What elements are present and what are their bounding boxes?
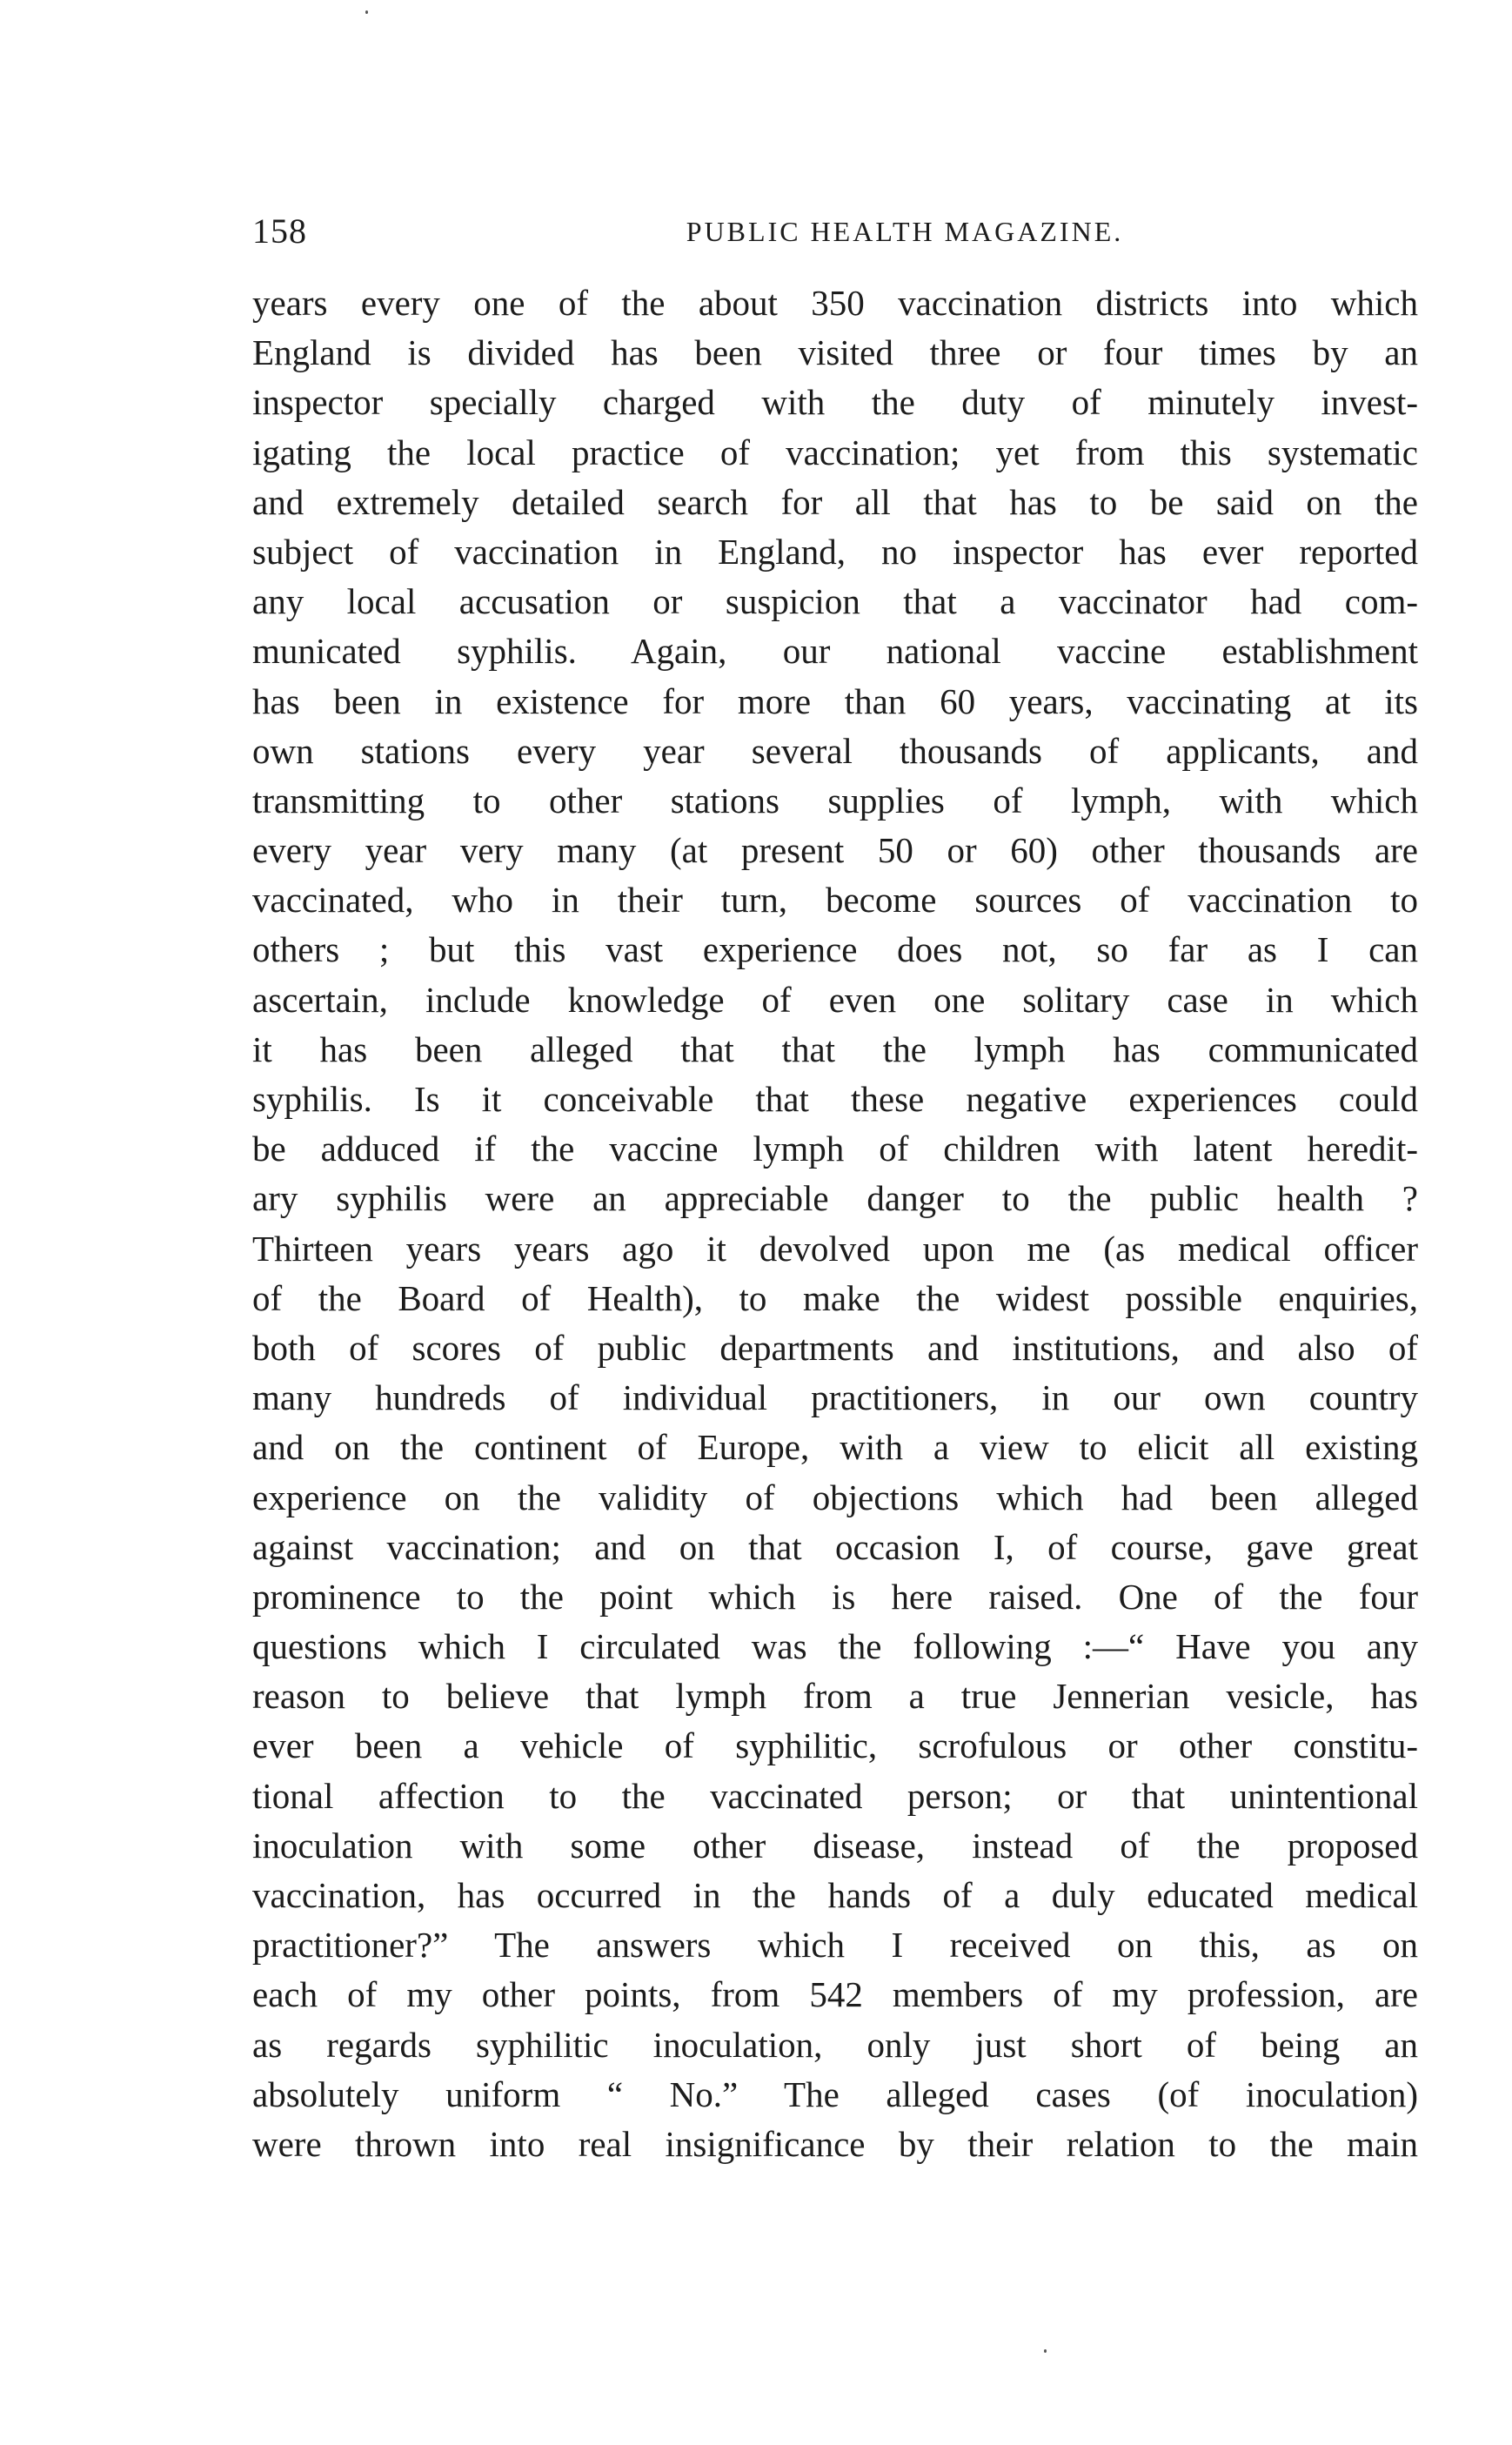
ink-speck <box>1044 2349 1047 2353</box>
text-line: own stations every year several thousands of applicants, and <box>252 730 1418 771</box>
text-line: municated syphilis. Again, our national vaccine establishment <box>252 631 1418 672</box>
body-text <box>252 278 1418 2169</box>
text-line: inspector specially charged with the duty of minutely invest- <box>252 382 1418 423</box>
text-line: ary syphilis were an appreciable danger to the public health ? <box>252 1178 1418 1219</box>
text-line: vaccination, has occurred in the hands of a duly educated medical <box>252 1875 1418 1915</box>
text-line: it has been alleged that that the lymph has communicated <box>252 1028 1418 1069</box>
text-line: against vaccination; and on that occasion I, of course, gave great <box>252 1526 1418 1567</box>
text-line: has been in existence for more than 60 years, vaccinating at its <box>252 680 1418 721</box>
text-line: transmitting to other stations supplies of lymph, with which <box>252 780 1418 821</box>
text-line: every year very many (at present 50 or 60) other thousands are <box>252 830 1418 871</box>
text-line: prominence to the point which is here raised. One of the four <box>252 1576 1418 1617</box>
text-line: many hundreds of individual practitioners, in our own country <box>252 1377 1418 1418</box>
text-line: as regards syphilitic inoculation, only just short of being an <box>252 2024 1418 2065</box>
text-line: subject of vaccination in England, no inspector has ever reported <box>252 531 1418 572</box>
text-line: tional affection to the vaccinated person; or that unintentional <box>252 1775 1418 1816</box>
text-line: Thirteen years years ago it devolved upon me (as medical officer <box>252 1228 1418 1269</box>
text-line: igating the local practice of vaccination; yet from this systematic <box>252 432 1418 472</box>
text-line: ascertain, include knowledge of even one solitary case in which <box>252 979 1418 1020</box>
text-line: each of my other points, from 542 members of my profession, are <box>252 1974 1418 2015</box>
journal-title: PUBLIC HEALTH MAGAZINE. <box>686 216 1124 247</box>
text-line: be adduced if the vaccine lymph of children with latent heredit- <box>252 1129 1418 1169</box>
text-line: questions which I circulated was the following :—“ Have you any <box>252 1626 1418 1667</box>
text-line: practitioner?” The answers which I received on this, as on <box>252 1925 1418 1966</box>
text-line: and on the continent of Europe, with a view to elicit all existing <box>252 1427 1418 1468</box>
running-head <box>252 205 1418 258</box>
text-line: experience on the validity of objections which had been alleged <box>252 1477 1418 1517</box>
text-line: reason to believe that lymph from a true Jennerian vesicle, has <box>252 1676 1418 1717</box>
page-number: 158 <box>252 211 307 251</box>
text-line: others ; but this vast experience does not, so far as I can <box>252 929 1418 970</box>
text-line: syphilis. Is it conceivable that these negative experiences could <box>252 1079 1418 1119</box>
text-line: were thrown into real insignificance by their relation to the main <box>252 2123 1418 2164</box>
text-line: both of scores of public departments and institutions, and also of <box>252 1327 1418 1368</box>
text-line: vaccinated, who in their turn, become sources of vaccination to <box>252 880 1418 921</box>
text-line: ever been a vehicle of syphilitic, scrofulous or other constitu- <box>252 1725 1418 1766</box>
ink-speck <box>365 10 368 14</box>
text-line: absolutely uniform “ No.” The alleged cases (of inoculation) <box>252 2073 1418 2114</box>
text-line: years every one of the about 350 vaccination districts into which <box>252 283 1418 323</box>
text-line: and extremely detailed search for all that has to be said on the <box>252 481 1418 522</box>
text-line: England is divided has been visited three or four times by an <box>252 332 1418 373</box>
text-line: any local accusation or suspicion that a vaccinator had com- <box>252 581 1418 622</box>
text-line: of the Board of Health), to make the widest possible enquiries, <box>252 1277 1418 1318</box>
text-line: inoculation with some other disease, instead of the proposed <box>252 1825 1418 1866</box>
